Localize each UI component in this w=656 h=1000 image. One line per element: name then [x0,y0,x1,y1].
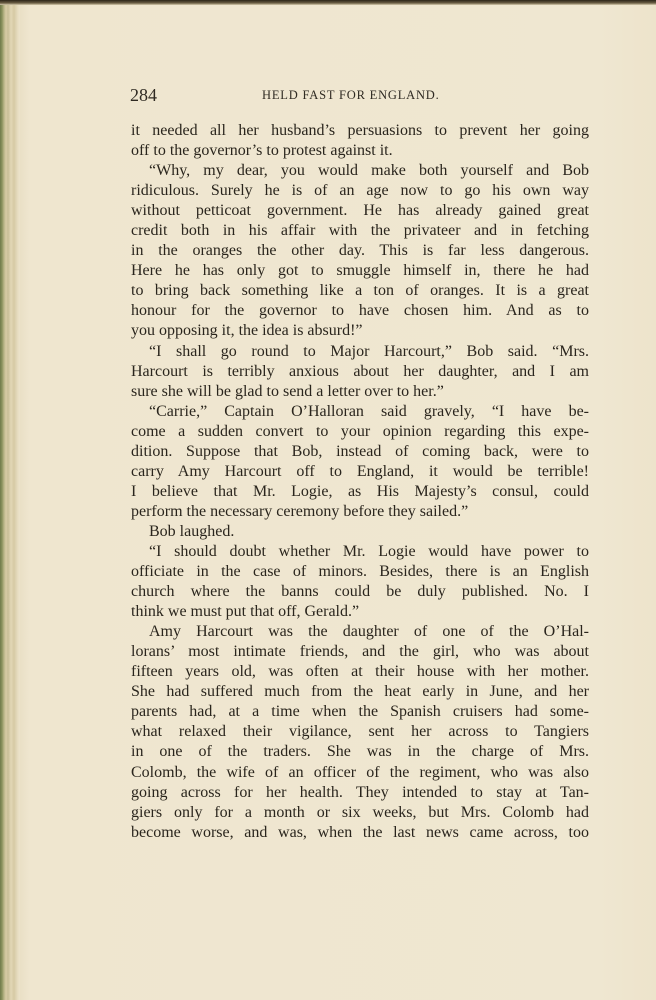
page-number: 284 [130,85,157,105]
body-text [131,121,589,843]
text-line: credit both in his affair with the privateer and in fetching [131,222,589,240]
text-line: Here he has only got to smuggle himself in, there he had [131,262,589,280]
text-line: “I shall go round to Major Harcourt,” Bob said. “Mrs. [149,342,589,360]
text-line: carry Amy Harcourt off to England, it would be terrible! [131,462,589,480]
text-line: you opposing it, the idea is absurd!” [131,322,363,340]
page-header [130,85,590,109]
text-line: church where the banns could be duly published. No. I [131,583,589,601]
text-line: “Carrie,” Captain O’Halloran said gravely, “I have be- [149,402,589,420]
text-line: without petticoat government. He has already gained great [131,202,589,220]
text-line: parents had, at a time when the Spanish cruisers had some- [131,703,589,721]
text-line: Bob laughed. [149,522,235,540]
text-line: going across for her health. They intended to stay at Tan- [131,783,589,801]
text-line: in the oranges the other day. This is far less dangerous. [131,242,589,260]
page-top-edge [0,0,656,5]
text-line: I believe that Mr. Logie, as His Majesty’s consul, could [131,482,589,500]
text-line: Harcourt is terribly anxious about her daughter, and I am [131,362,589,380]
text-line: officiate in the case of minors. Besides, there is an English [131,563,589,581]
text-line: lorans’ most intimate friends, and the girl, who was about [131,643,589,661]
text-line: dition. Suppose that Bob, instead of coming back, were to [131,442,589,460]
book-spine-edge [0,0,20,1000]
text-line: come a sudden convert to your opinion regarding this expe- [131,422,589,440]
text-line: perform the necessary ceremony before they sailed.” [131,502,469,520]
text-line: giers only for a month or six weeks, but Mrs. Colomb had [131,803,589,821]
text-line: it needed all her husband’s persuasions to prevent her going [131,122,589,139]
text-line: “Why, my dear, you would make both yourself and Bob [149,162,589,180]
text-line: “I should doubt whether Mr. Logie would have power to [149,542,589,560]
text-line: in one of the traders. She was in the charge of Mrs. [131,743,589,761]
text-line: to bring back something like a ton of oranges. It is a great [131,282,589,300]
text-line: think we must put that off, Gerald.” [131,603,360,621]
running-head: HELD FAST FOR ENGLAND. [262,88,440,102]
text-line: become worse, and was, when the last news came across, too [131,823,589,841]
text-line: She had suffered much from the heat early in June, and her [131,683,589,701]
text-line: what relaxed their vigilance, sent her across to Tangiers [131,723,589,741]
text-line: sure she will be glad to send a letter over to her.” [131,382,444,400]
text-line: Colomb, the wife of an officer of the regiment, who was also [131,763,589,781]
text-line: honour for the governor to have chosen him. And as to [131,302,589,320]
text-line: fifteen years old, was often at their house with her mother. [131,663,589,681]
text-line: ridiculous. Surely he is of an age now to go his own way [131,182,589,200]
text-line: off to the governor’s to protest against it. [131,142,393,160]
text-line: Amy Harcourt was the daughter of one of the O’Hal- [149,623,589,641]
